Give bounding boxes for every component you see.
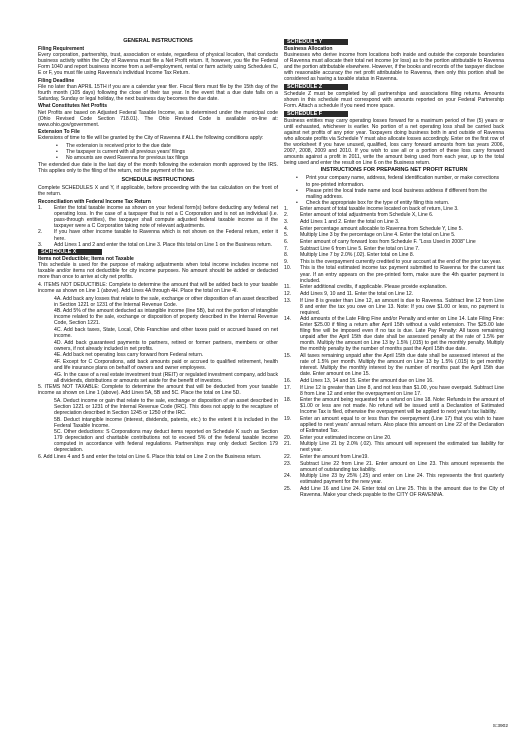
items-6: 6. Add Lines 4 and 5 and enter the total on Line 6. Place this total on Line 2 on the Business return. <box>38 454 262 461</box>
line-number: 3. <box>284 219 289 225</box>
line-instruction-item <box>284 353 504 377</box>
line-instruction-item <box>284 265 504 283</box>
extension-heading: Extension To File <box>38 129 80 136</box>
line-instruction-item <box>284 385 504 397</box>
reconciliation-list <box>38 205 278 249</box>
prep-bullets <box>284 175 504 205</box>
line-instruction-item <box>284 397 504 415</box>
line-text: Enter amount of total taxable income located on back of return, Line 3. <box>300 205 459 212</box>
line-instruction-item <box>284 259 504 265</box>
filing-deadline-text: File no later than APRIL 15TH if you are a calendar year filer. Fiscal filers must file by the 15th day of the fourth month (105 days) following the close of their tax year. In the event that a due date falls on a Saturday, Sunday or legal holiday, the next business day becomes the due date. <box>38 83 278 102</box>
line-instruction-item <box>284 246 504 252</box>
line-instruction-item <box>284 441 504 453</box>
line-number: 22. <box>284 454 292 461</box>
line-text: Enter the amount from Line19. <box>300 454 369 461</box>
line-text: Add amounts of the Late Filing Fine and/or Penalty and enter on Line 14. Late Filing Fine: Enter $25.00 if filing a return after April 15th without a valid extension. The $25.00 late filing fine will be imposed even if no tax is due. Late Pay Penalty: All taxes remaining unpaid after the April 15th due date shall be assessed penalty at the rate of 1.5% per month. Multiply the amount on Line 13 by 1.5% (.015) to get the monthly penalty. Multiply the monthly penalty by the number of months past the April 15th due date. <box>300 316 504 353</box>
line-text: Multiply Line 23 by 25% (.25) and enter on Line 24. This represents the first quarterly estimated payment for the new year. <box>300 473 504 486</box>
line-number: 20. <box>284 434 292 441</box>
line-instructions-list <box>284 206 504 498</box>
line-instruction-item <box>284 473 504 485</box>
line-instruction-item <box>284 435 504 441</box>
line-text: Add Lines 9, 10 and 11. Enter the total on Line 12. <box>300 290 414 297</box>
item-4f: 4F. Except for C Corporations, add back amounts paid or accrued to qualified retirement, health and life insurance plans on behalf of owners and owner employees. <box>54 358 278 371</box>
line-instruction-item <box>284 486 504 498</box>
line-text: If Line 12 is greater than Line 8, and not less than $1.00, you have overpaid. Subtract Line 8 from Line 12 and enter the overpayment on Line 17. <box>300 384 504 397</box>
extension-text: Extensions of time to file will be granted by the City of Ravenna if ALL the following conditions apply: <box>38 135 264 142</box>
line-instruction-item <box>284 219 504 225</box>
line-text: All taxes remaining unpaid after the April 15th due date shall be assessed interest at the rate of 1.5% per month. Multiply the amount on Line 13 by 1.5% (.015) to get monthly interest. Multiply the monthly interest by the number of months past the April 15th due date. Enter amount on Line 15. <box>300 353 504 378</box>
line-number: 10. <box>284 265 292 272</box>
list-item: 2. If you have other income taxable to Ravenna which is not shown on the Federal return, enter it here. <box>38 229 278 242</box>
schedule-intro: Complete SCHEDULES X and Y, if applicable, before proceeding with the tax calculation on the front of the return. <box>38 185 278 198</box>
line-number: 4. <box>284 225 289 232</box>
line-text: Enter your estimated income on Line 20. <box>300 434 392 441</box>
list-item: • The extension is received prior to the due date <box>38 143 278 149</box>
extension-text-2: The extended due date is the last day of the month following the extension month approved by the IRS. This applies only to the filing of the return, not the payment of the tax. <box>38 161 278 174</box>
list-item: • Please print the local trade name and local business address if different from the mailing address. <box>284 188 504 200</box>
filing-requirement-text: Every corporation, partnership, trust, association or estate, regardless of physical location, that conducts business activity within the City of Ravenna must file a Net Profit return. If, however, you file the Federal Form 1040 and report business income from a self-employment, rental or farm activity using Schedules C, E or F, you must file using Ravenna's individual Income Tax Return. <box>38 52 278 77</box>
item-4g: 4G. In the case of a real estate investment trust (REIT) or regulated investment company, add back all dividends, distributions or amounts set aside for the benefit of investors. <box>54 371 278 384</box>
line-instruction-item <box>284 232 504 238</box>
schedule-y-label: SCHEDULE Y <box>284 39 348 45</box>
line-number: 13. <box>284 297 292 304</box>
line-text: Add Lines 13, 14 and 15. Enter the amount due on Line 16. <box>300 377 434 384</box>
form-code: S:3902 <box>492 724 508 729</box>
line-text: Add Lines 1 and 2. Enter the total on Line 3. <box>300 219 400 225</box>
line-number: 6. <box>284 238 289 245</box>
list-item: 1. Enter the total taxable income as shown on your federal form(s) before deducting any federal net operating loss. In the case of a taxpayer that is not a C Corporation and is not an individual (i.e. pass-through entities), the taxpayer shall compute adjusted federal taxable income as if the taxpayer were a C Corporation taking note of relevant adjustments. <box>38 204 278 229</box>
line-instruction-item <box>284 212 504 218</box>
line-text: Multiply Line 21 by 2.0% (.02). This amount will represent the estimated tax liability for next year. <box>300 441 504 454</box>
line-number: 23. <box>284 460 292 467</box>
line-number: 19. <box>284 415 292 422</box>
schedule-instructions-title: SCHEDULE INSTRUCTIONS <box>121 176 195 183</box>
line-instruction-item <box>284 291 504 297</box>
line-text: If Line 8 is greater than Line 12, an amount is due to Ravenna. Subtract line 12 from Line 8 and enter the tax you owe on Line 13. Note: If you owe $1.00 or less, no payment is required. <box>300 297 504 316</box>
line-text: This is the total estimated income tax payment submitted to Ravenna for the current tax year. If an entry appears on the pre-printed form, make sure the 4th quarter payment is included. <box>300 265 504 284</box>
schedule-f-label: SCHEDULE F <box>284 111 348 117</box>
line-text: Enter an amount equal to or less than the overpayment (Line 17) that you wish to have applied to next years' annual return. Also place this amount on Line 22 of the Declaration of Estimated Tax. <box>300 415 504 435</box>
items-4: 4. ITEMS NOT DEDUCTIBLE: Complete to determine the amount that will be added back to your taxable income as shown on Line 1 (above). Add Lines 4A through 4H. Place the total on Line 4I. <box>38 281 278 294</box>
line-number: 15. <box>284 353 292 360</box>
line-text: Enter percentage amount allocable to Ravenna from Schedule Y, Line 5. <box>300 225 463 232</box>
line-number: 11. <box>284 284 291 291</box>
item-5b: 5B. Deduct intangible income (interest, dividends, patents, etc.) to the extent it is included in the Federal Taxable Income. <box>54 416 278 429</box>
line-number: 18. <box>284 397 292 404</box>
line-instruction-item <box>284 226 504 232</box>
line-number: 2. <box>284 212 289 219</box>
schedule-x-label: SCHEDULE X <box>38 249 102 255</box>
line-instruction-item <box>284 252 504 258</box>
list-item: 3. Add Lines 1 and 2 and enter the total on Line 3. Place this total on Line 1 on the Business return. <box>38 242 273 249</box>
item-5a: 5A. Deduct income or gain that relate to the sale, exchange or disposition of an asset described in Section 1221 or 1231 of the Internal Revenue Code (IRC). This does not apply to the recapture of depreciation described in Section 1245 or 1250 of the IRC. <box>54 397 278 417</box>
line-number: 12. <box>284 290 292 297</box>
line-instruction-item <box>284 454 504 460</box>
prep-instructions-title: INSTRUCTIONS FOR PREPARING NET PROFIT RETURN <box>320 167 468 174</box>
line-text: Enter additional credits, if applicable. Please provide explanation. <box>300 284 447 291</box>
list-item: • No amounts are owed Ravenna for previous tax filings <box>38 155 278 161</box>
line-number: 16. <box>284 377 292 384</box>
line-text: Enter the amount being requested for a refund on Line 18. Note: Refunds in the amount of $1.00 or less are not made. No refund will be issued until a Declaration of Estimated Income Tax is filed, otherwise the overpayment will be applied to next year's tax liability. <box>300 397 504 416</box>
extension-conditions-list <box>38 143 278 161</box>
schedule-z-label: SCHEDULE Z <box>284 84 348 90</box>
line-number: 25. <box>284 486 292 493</box>
business-allocation-text: Businesses who derive income from locations both inside and outside the corporate boundaries of Ravenna must allocate their total net income (or loss) as to the portion attributable to Ravenna and the portion attributable elsewhere. However, if the books and records of the taxpayer disclose with reasonable accuracy the net profit attributable to Ravenna, then only this portion shall be considered as having a taxable status in Ravenna. <box>284 52 505 83</box>
line-number: 8. <box>284 252 289 259</box>
reconciliation-heading: Reconciliation with Federal Income Tax Return <box>38 198 151 205</box>
left-column <box>38 38 278 462</box>
line-text: Multiply Line 3 by the percentage on Line 4. Enter the total on Line 5. <box>300 232 456 239</box>
line-number: 1. <box>284 205 289 212</box>
line-number: 14. <box>284 316 292 323</box>
items-5: 5. ITEMS NOT TAXABLE: Complete to determine the amount that will be deducted from your taxable income as shown on Line 1 (above). Add Lines 5A, 5B and 5C. Place the total on Line 5D. <box>38 384 278 397</box>
line-text: Subtract Line 22 from Line 21. Enter amount on Line 23. This amount represents the amount of outstanding tax liability. <box>300 460 504 473</box>
line-number: 9. <box>284 258 289 265</box>
schedule-z-text: Schedule Z must be completed by all partnerships and associations filing returns. Amounts shown in this schedule must correspond with amounts reported on your Federal Partnership Form. Attach a schedule if you need more space. <box>284 90 504 109</box>
line-text: Enter amount of carry forward loss from Schedule F. "Loss Used in 2008" Line <box>300 238 476 245</box>
line-instruction-item <box>284 298 504 316</box>
list-item: • The taxpayer is current with all previous years' filings <box>38 149 278 155</box>
line-text: Subtract Line 6 from Line 5. Enter the total on Line 7. <box>300 245 420 252</box>
line-text: Multiply Line 7 by 2.0% (.02). Enter total on Line 8. <box>300 252 415 259</box>
line-number: 24. <box>284 473 292 480</box>
item-4b: 4B. Add 5% of the amount deducted as intangible income (line 5B), but not the portion of intangible income related to the sale, exchange or disposition of property described in the Internal Revenue Code, Section 1221. <box>54 308 278 327</box>
net-profits-text: Net Profits are based on Adjusted Federal Taxable Income, as is determined under the municipal code (Ohio Revised Code Section 718.01). The Ohio Revised Code is available on-line at: www.ohio.gov/government. <box>38 109 278 128</box>
line-instruction-item <box>284 461 504 473</box>
schedule-f-text: Business entities may carry operating losses forward for a maximum period of five (5) years or until exhausted, whichever is earlier. No portion of a net operating loss shall be carried back against net profits of any prior year. Taxpayers doing business both in and outside of Ravenna who allocate profits via Schedule Y must also allocate losses accordingly. Enter on the first row of the worksheet if you have unused, qualified, loss carry forward amounts from tax years 2006, 2007, 2008, 2009 and 2010. If you wish to use all or a portion of these loss carry forward amounts against a profit in 2011, write the amount being used from each year, up to the total being used and enter the result on Line 6 on the Business return. <box>284 117 504 166</box>
general-instructions-title: GENERAL INSTRUCTIONS <box>123 38 193 44</box>
right-column <box>284 38 504 499</box>
filing-requirement-heading: Filing Requirement <box>38 46 85 53</box>
item-5c: 5C. Other deductions: S Corporations may deduct items reported on Schedule K such as Section 179 depreciation and charitable contributions not to exceed 5% of the federal taxable income computed in accordance with federal regulations. Partnerships may only deduct Section 179 depreciation. <box>54 429 278 454</box>
line-number: 17. <box>284 384 292 391</box>
line-number: 7. <box>284 245 289 252</box>
line-instruction-item <box>284 316 504 352</box>
line-text: Enter amount of total adjustments from Schedule X, Line 6. <box>300 212 434 219</box>
list-item: • Print your company name, address, federal identification number, or make corrections to pre-printed information. <box>284 175 504 187</box>
item-4a: 4A. Add back any losses that relate to the sale, exchange or other disposition of an asset described in Section 1221 or 1231 of the Internal Revenue Code. <box>54 295 278 308</box>
items-not-deductible-text: This schedule is used for the purpose of making adjustments when total income includes income not taxable and/or items not deductible for city income purposes. No amount should be added or deducted more than once to arrive at city net profits. <box>38 262 278 281</box>
line-number: 21. <box>284 441 292 448</box>
line-instruction-item <box>284 284 504 290</box>
items-not-deductible-heading: Items not Deductible; Items not Taxable <box>38 256 134 263</box>
item-4d: 4D. Add back guaranteed payments to partners, retired or former partners, members or other owners, if not already included in net profits. <box>54 339 278 352</box>
line-instruction-item <box>284 239 504 245</box>
line-instruction-item <box>284 206 504 212</box>
line-instruction-item <box>284 378 504 384</box>
line-instruction-item <box>284 416 504 434</box>
item-4c: 4C. Add back taxes, State, Local, Ohio Franchise and other taxes paid or accrued based on net income. <box>54 326 278 339</box>
net-profits-heading: What Constitutes Net Profits <box>38 103 108 110</box>
line-text: This is the overpayment currently credited to your account at the end of the prior tax year. <box>300 258 502 265</box>
list-item: • Check the appropriate box for the type of entity filing this return. <box>284 200 504 206</box>
line-number: 5. <box>284 232 289 239</box>
item-4e: 4E. Add back net operating loss carry forward from Federal return. <box>54 352 204 359</box>
line-text: Add Line 16 and Line 24. Enter total on Line 25. This is the amount due to the City of Ravenna. Make your check payable to the CITY OF RAVENNA. <box>300 486 504 499</box>
business-allocation-heading: Business Allocation <box>284 46 333 53</box>
filing-deadline-heading: Filing Deadline <box>38 77 75 84</box>
